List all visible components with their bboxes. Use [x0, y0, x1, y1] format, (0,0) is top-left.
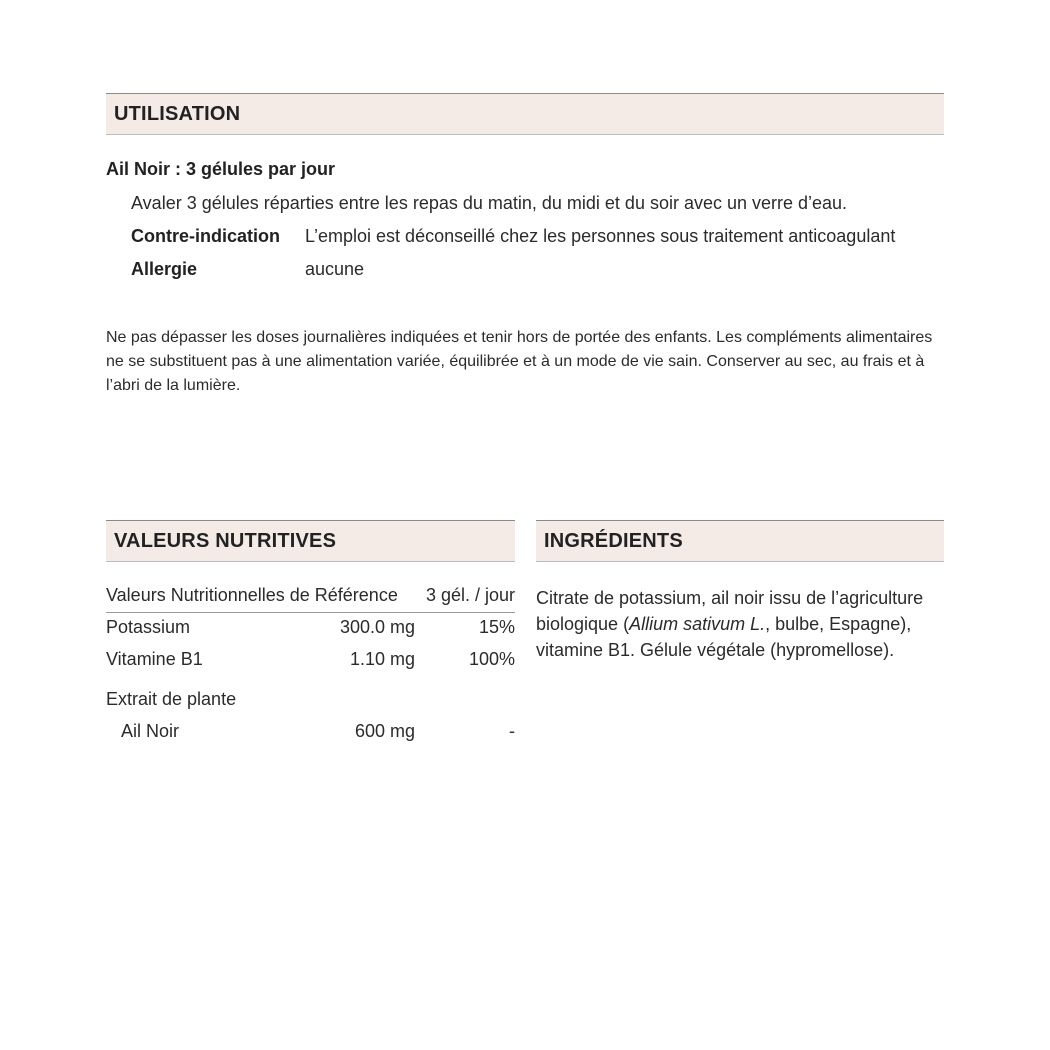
disclaimer-text: Ne pas dépasser les doses journalières indiquées et tenir hors de portée des enfants. Les compléments alimentaires ne se substituent pas à une alimentation variée, équilibrée et à un mode de vie sain. Conserver au sec, au frais et à l’abri de la lumière. [106, 329, 933, 394]
allergy-value: aucune [305, 259, 365, 279]
usage-header-title: UTILISATION [114, 102, 241, 125]
table-row [106, 645, 515, 677]
plant-extract-label: Extrait de plante [106, 689, 237, 709]
ingredients-header-title: INGRÉDIENTS [544, 529, 683, 552]
nutrient-name: Potassium [106, 617, 191, 637]
nutrition-table-header [106, 583, 515, 613]
nutrition-header-title: VALEURS NUTRITIVES [114, 529, 337, 552]
nutrient-percent: 100% [468, 649, 515, 669]
allergy-label: Allergie [131, 259, 198, 279]
nutrition-table [106, 583, 515, 749]
ingredients-section-header [536, 520, 944, 562]
per-day-column-header: 3 gél. / jour [425, 585, 515, 605]
contraindication-label: Contre-indication [131, 226, 280, 246]
nutrient-percent: 15% [478, 617, 515, 637]
nutrient-amount: 300.0 mg [339, 617, 415, 637]
ingredients-text-end: , bulbe, Espagne), vitamine B1. Gélule végétale (hypromellose). [536, 614, 912, 660]
usage-instruction: Avaler 3 gélules réparties entre les repas du matin, du midi et du soir avec un verre d’eau. [131, 193, 848, 213]
table-row [106, 613, 515, 645]
plant-name: Ail Noir [121, 721, 180, 741]
nutrient-amount: 1.10 mg [349, 649, 415, 669]
ingredients-latin-name: Allium sativum L. [629, 614, 766, 634]
usage-section-header [106, 93, 944, 135]
table-row [106, 717, 515, 749]
nutrition-section-header [106, 520, 515, 562]
nutrient-name: Vitamine B1 [106, 649, 203, 669]
contraindication-value: L’emploi est déconseillé chez les personnes sous traitement anticoagulant [305, 226, 896, 246]
dose-title: Ail Noir : 3 gélules par jour [106, 159, 336, 179]
reference-column-header: Valeurs Nutritionnelles de Référence [106, 585, 398, 605]
ingredients-text-start: Citrate de potassium, ail noir issu de l’agriculture biologique ( [536, 588, 924, 634]
ingredients-text [536, 585, 948, 663]
plant-amount: 600 mg [354, 721, 415, 741]
plant-extract-row [106, 677, 515, 717]
plant-percent: - [509, 721, 515, 741]
